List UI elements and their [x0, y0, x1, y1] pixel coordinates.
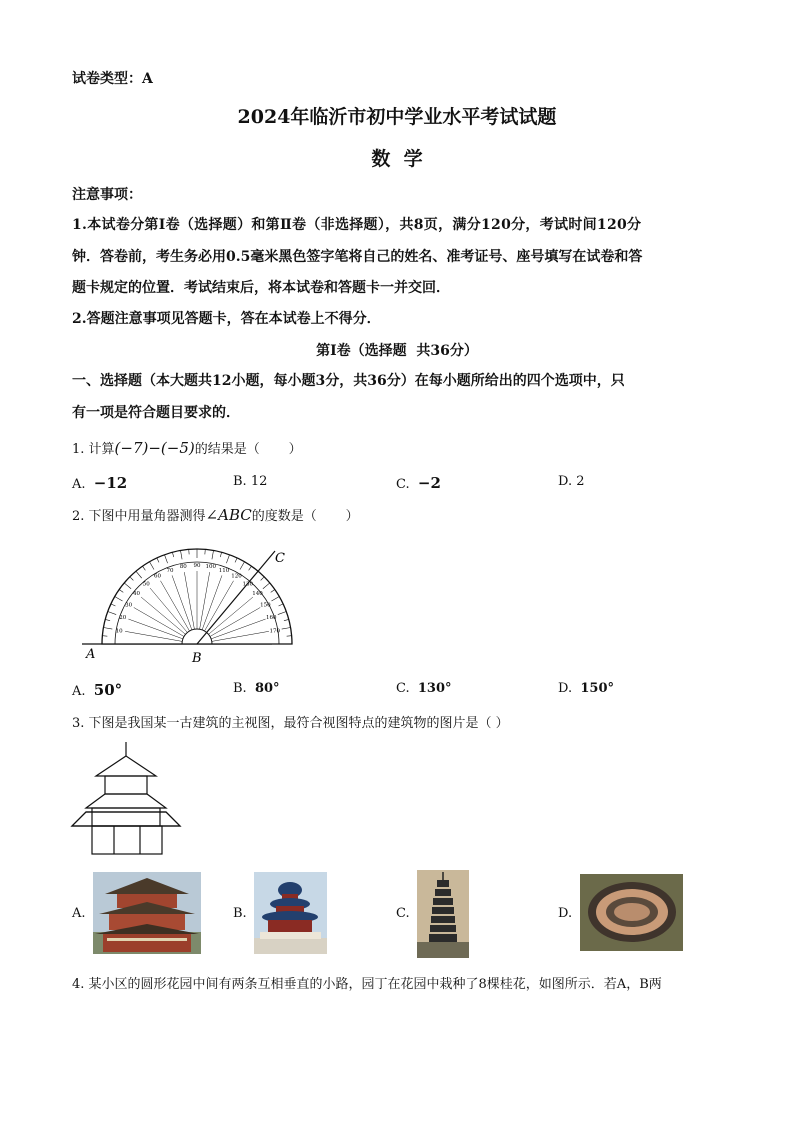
roof-top: [96, 756, 156, 776]
notice-line-1: 1.本试卷分第Ⅰ卷（选择题）和第Ⅱ卷（非选择题），共8页，满分120分，考试时间120分: [72, 217, 642, 233]
option-value: 12: [250, 474, 268, 489]
option-value: 50°: [93, 681, 123, 699]
option-value: −2: [417, 474, 441, 492]
option-a-pavilion-photo[interactable]: [93, 872, 201, 954]
option-c-pagoda-photo[interactable]: [417, 870, 469, 958]
tier-top: [105, 776, 147, 794]
protractor-tick-label: 100: [205, 564, 216, 571]
option-label: D.: [558, 474, 573, 489]
protractor-tick-label: 130: [242, 581, 254, 588]
q1-option-d[interactable]: [558, 474, 585, 489]
protractor-tick-label: 80: [179, 564, 187, 571]
option-label: A.: [72, 684, 86, 699]
option-label: B.: [233, 681, 247, 696]
q2-option-a[interactable]: [72, 681, 122, 699]
front-view-drawing: [70, 742, 185, 858]
option-label: B.: [233, 474, 247, 489]
protractor-tick-label: 60: [154, 573, 161, 580]
protractor-figure: [82, 546, 297, 668]
tier-bottom: [92, 826, 162, 854]
protractor-tick-label: 150: [260, 602, 271, 609]
notice-line-2: 钟．答卷前，考生务必用0.5毫米黑色签字笔将自己的姓名、准考证号、座号填写在试卷和答: [72, 249, 643, 265]
q2-angle: ∠ABC: [205, 506, 252, 524]
protractor-tick-label: 70: [166, 567, 174, 574]
section-intro-1: 一、选择题（本大题共12小题，每小题3分，共36分）在每小题所给出的四个选项中，只: [72, 373, 625, 389]
label-a: A: [86, 647, 96, 662]
q1-option-b[interactable]: [233, 474, 267, 489]
q1-expression: (−7)−(−5): [114, 439, 195, 457]
section-intro-2: 有一项是符合题目要求的．: [72, 405, 240, 421]
option-d-tulou-photo[interactable]: [580, 874, 683, 951]
protractor-tick-label: 10: [115, 628, 123, 635]
q2-suffix: 的度数是（ ）: [251, 509, 359, 524]
q3-stem: 3. 下图是我国某一古建筑的主视图，最符合视图特点的建筑物的图片是（ ）: [72, 716, 509, 731]
notice-heading: 注意事项：: [72, 187, 142, 203]
protractor-tick-label: 20: [119, 614, 127, 621]
paper-type: 试卷类型：A: [72, 71, 153, 87]
protractor-tick-label: 110: [218, 567, 230, 574]
q3-option-b-label[interactable]: B.: [233, 906, 247, 921]
protractor-tick-label: 30: [125, 602, 133, 609]
tier-middle: [92, 808, 160, 826]
exam-title: 2024年临沂市初中学业水平考试试题: [237, 106, 557, 128]
q3-option-a-label[interactable]: A.: [72, 906, 86, 921]
q1-stem: [72, 438, 302, 457]
option-value: 2: [576, 474, 585, 489]
q1-option-a[interactable]: [72, 474, 127, 492]
q2-option-d[interactable]: [558, 681, 614, 696]
protractor-tick-label: 90: [193, 563, 201, 569]
protractor-tick-label: 160: [265, 614, 277, 621]
roof-middle: [86, 794, 166, 808]
option-value: 80°: [254, 681, 280, 696]
q2-stem: [72, 505, 359, 524]
roof-bottom: [72, 812, 180, 826]
option-label: A.: [72, 477, 86, 492]
q4-stem: 4. 某小区的圆形花园中间有两条互相垂直的小路，园丁在花园中栽种了8棵桂花，如图所示．若A，B两: [72, 977, 662, 992]
q1-option-c[interactable]: [396, 474, 441, 492]
q3-option-d-label[interactable]: D.: [558, 906, 573, 921]
option-value: 130°: [417, 681, 452, 696]
protractor-tick-label: 50: [142, 581, 150, 588]
section-title: 第Ⅰ卷（选择题 共36分）: [316, 343, 478, 359]
label-c: C: [275, 551, 285, 566]
protractor-tick-label: 170: [269, 628, 281, 635]
subject-title: 数 学: [371, 148, 423, 170]
q1-suffix: 的结果是（ ）: [194, 442, 302, 457]
protractor-tick-label: 140: [252, 591, 263, 598]
protractor-tick-label: 120: [231, 573, 242, 580]
roof-eave: [72, 812, 180, 826]
option-label: C.: [396, 681, 410, 696]
q2-option-c[interactable]: [396, 681, 452, 696]
option-value: −12: [93, 474, 128, 492]
q3-option-c-label[interactable]: C.: [396, 906, 410, 921]
q1-prefix: 1. 计算: [72, 442, 115, 457]
notice-line-3: 题卡规定的位置．考试结束后，将本试卷和答题卡一并交回．: [72, 280, 450, 296]
option-label: C.: [396, 477, 410, 492]
q2-option-b[interactable]: [233, 681, 280, 696]
option-value: 150°: [580, 681, 614, 696]
option-label: D.: [558, 681, 573, 696]
label-b: B: [192, 651, 202, 666]
notice-line-4: 2.答题注意事项见答题卡，答在本试卷上不得分．: [72, 311, 381, 327]
option-b-temple-photo[interactable]: [254, 872, 327, 954]
q2-prefix: 2. 下图中用量角器测得: [72, 509, 206, 524]
protractor-tick-label: 40: [132, 591, 140, 598]
